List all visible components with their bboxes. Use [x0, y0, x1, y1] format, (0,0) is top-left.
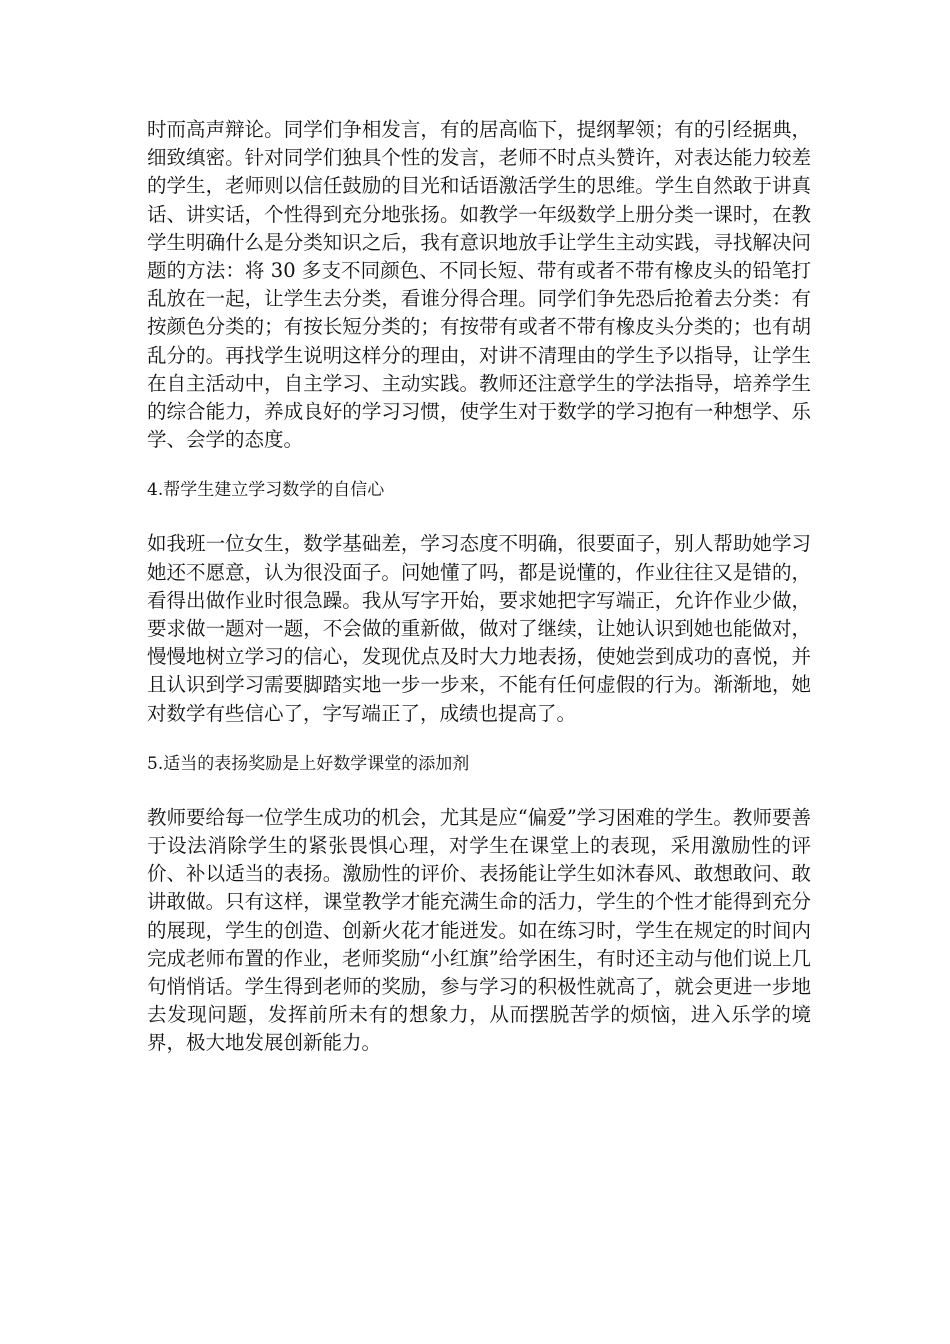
spacer	[147, 728, 811, 750]
document-page	[147, 116, 811, 1058]
spacer	[147, 504, 811, 530]
section-heading-5: 5.适当的表扬奖励是上好数学课堂的添加剂	[147, 753, 470, 774]
paragraph-classroom-discussion: 时而高声辩论。同学们争相发言，有的居高临下，提纲挈领；有的引经据典，细致缜密。针对同学们独具个性的发言，老师不时点头赞许，对表达能力较差的学生，老师则以信任鼓励的目光和话语激活学生的思维。学生自然敢于讲真话、讲实话，个性得到充分地张扬。如教学一年级数学上册分类一课时，在教学生明确什么是分类知识之后，我有意识地放手让学生主动实践，寻找解决问题的方法：将 30 多支不同颜色、不同长短、带有或者不带有橡皮头的铅笔打乱放在一起，让学生去分类，看谁分得合理。同学们争先恐后抢着去分类：有按颜色分类的；有按长短分类的；有按带有或者不带有橡皮头分类的；也有胡乱分的。再找学生说明这样分的理由，对讲不清理由的学生予以指导，让学生在自主活动中，自主学习、主动实践。教师还注意学生的学法指导，培养学生的综合能力，养成良好的学习习惯，使学生对于数学的学习抱有一种想学、乐学、会学的态度。	[147, 118, 811, 452]
paragraph-confidence-example: 如我班一位女生，数学基础差，学习态度不明确，很要面子，别人帮助她学习她还不愿意，认为很没面子。问她懂了吗，都是说懂的，作业往往又是错的，看得出做作业时很急躁。我从写字开始，要求她把字写端正，允许作业少做，要求做一题对一题，不会做的重新做，做对了继续，让她认识到她也能做对，慢慢地树立学习的信心，发现优点及时大力地表扬，使她尝到成功的喜悦，并且认识到学习需要脚踏实地一步一步来，不能有任何虚假的行为。渐渐地，她对数学有些信心了，字写端正了，成绩也提高了。	[147, 532, 811, 725]
spacer	[147, 454, 811, 476]
section-heading-4: 4.帮学生建立学习数学的自信心	[147, 480, 385, 501]
paragraph-praise-rewards: 教师要给每一位学生成功的机会，尤其是应“偏爱”学习困难的学生。教师要善于设法消除学生的紧张畏惧心理，对学生在课堂上的表现，采用激励性的评价、补以适当的表扬。激励性的评价、表扬能让学生如沐春风、敢想敢问、敢讲敢做。只有这样，课堂教学才能充满生命的活力，学生的个性才能得到充分的展现，学生的创造、创新火花才能迸发。如在练习时，学生在规定的时间内完成老师布置的作业，老师奖励“小红旗”给学困生，有时还主动与他们说上几句悄悄话。学生得到老师的奖励，参与学习的积极性就高了，就会更进一步地去发现问题，发挥前所未有的想象力，从而摆脱苦学的烦恼，进入乐学的境界，极大地发展创新能力。	[147, 805, 811, 1055]
spacer	[147, 778, 811, 804]
